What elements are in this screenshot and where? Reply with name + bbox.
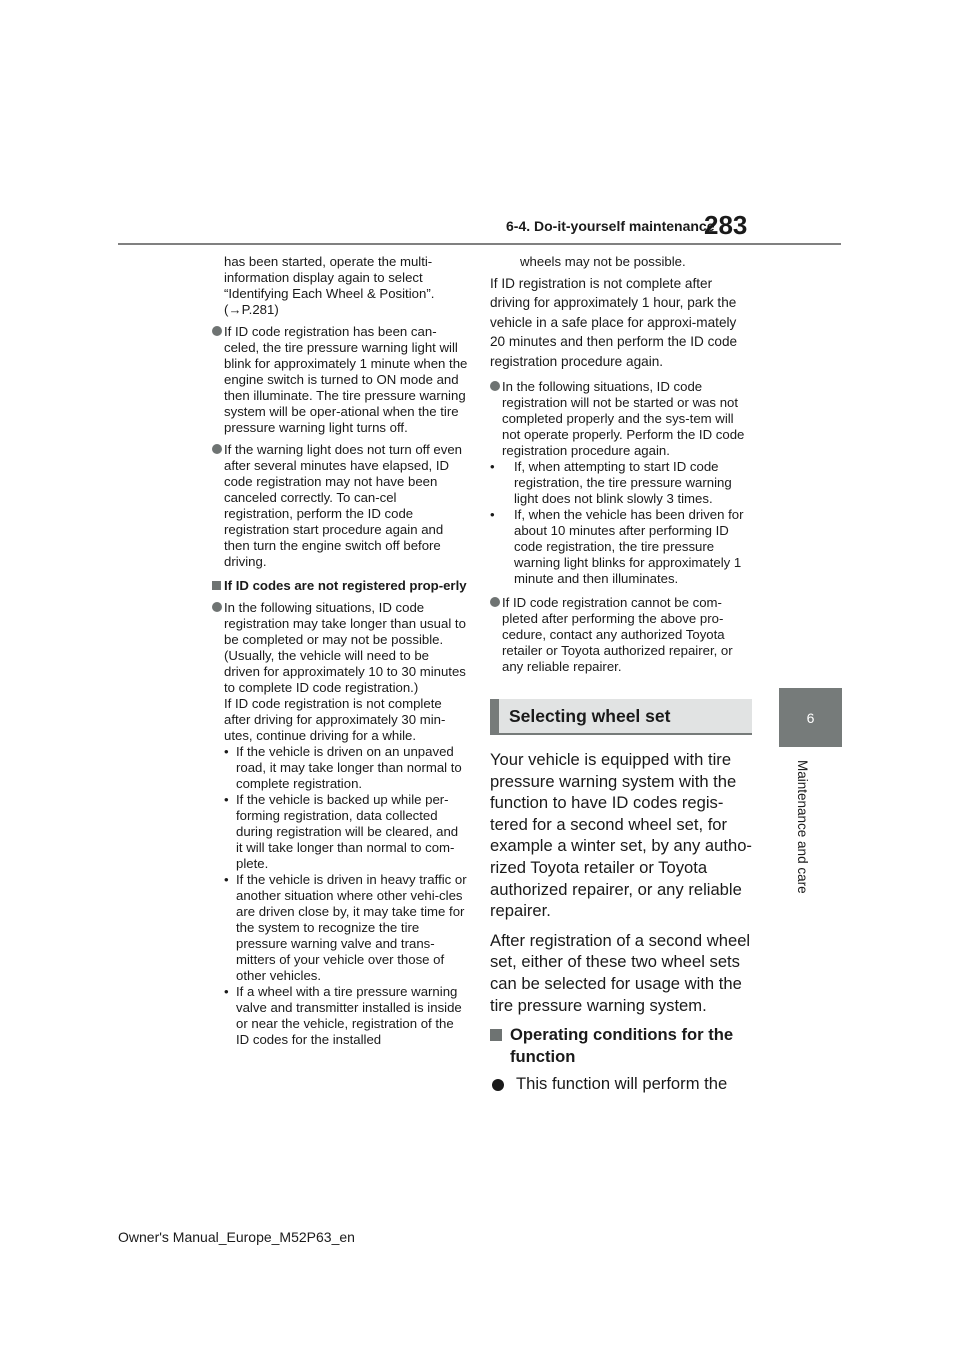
header-rule (118, 243, 841, 245)
section-heading: Selecting wheel set (490, 699, 752, 735)
sub-list-item: • If the vehicle is driven on an unpaved road, it may take longer than normal to complete registration. (224, 744, 462, 791)
square-bullet-icon (212, 581, 221, 590)
bullet-icon (212, 602, 222, 612)
footer-text: Owner's Manual_Europe_M52P63_en (118, 1229, 355, 1245)
bullet-icon (490, 597, 500, 607)
chapter-tab[interactable] (779, 688, 842, 747)
chapter-number: 6 (806, 709, 815, 726)
list-item: This function will perform the (490, 1073, 752, 1095)
list-item: In the following situations, ID code registration may take longer than usual to be completed or may not be possible. (Usually, the vehicle will need to be driven for approximately 10 to 30 minutes to complete ID code registration.) If ID code registration is not complete after driving for approximately 30 min-utes, continue driving for a while. (212, 600, 468, 744)
section-title: 6-4. Do-it-yourself maintenance (506, 218, 715, 234)
sub-list-continued: wheels may not be possible. (520, 254, 686, 269)
list-item: If the warning light does not turn off even after several minutes have elapsed, ID code registration may not have been canceled correctly. To can-cel registration, perform the ID code registration start procedure again and then turn the engine switch off before driving. (212, 442, 468, 570)
right-column (490, 254, 752, 1095)
chapter-title: Maintenance and care (795, 760, 810, 894)
sub-list-item: • If the vehicle is driven in heavy traffic or another situation where other vehi-cles are driven close by, it may take time for the system to recognize the tire pressure warning valve and trans-mitters of your vehicle over those of other vehicles. (224, 872, 467, 983)
sub-list-item: • If, when attempting to start ID code registration, the tire pressure warning light does not blink slowly 3 times. (490, 459, 732, 507)
continued-paragraph: has been started, operate the multi-information display again to select “Identifying Each Wheel & Position”. (→P.281) (224, 254, 435, 317)
sub-list-item: • If a wheel with a tire pressure warning valve and transmitter installed is inside or near the vehicle, registration of the ID codes for the installed (224, 984, 462, 1047)
bullet-icon (212, 326, 222, 336)
square-bullet-icon (490, 1029, 502, 1041)
subheading: Operating conditions for the function (490, 1024, 752, 1067)
sub-list-item: • If the vehicle is backed up while per-forming registration, data collected during registration will be cleared, and it will take longer than normal to com-plete. (224, 792, 459, 871)
paragraph: Your vehicle is equipped with tire pressure warning system with the function to have ID codes regis-tered for a second wheel set, for example a winter set, by any autho-rized Toyota retailer or Toyota authorized repairer, or any reliable repairer. (490, 750, 752, 921)
bullet-icon (492, 1079, 504, 1091)
paragraph: If ID registration is not complete after driving for approximately 1 hour, park the vehicle in a safe place for approxi-mately 20 minutes and then perform the ID code registration procedure again. (490, 276, 738, 369)
list-item: In the following situations, ID code registration will not be started or was not completed properly and the sys-tem will not operate properly. Perform the ID code registration procedure again. (490, 379, 752, 459)
page-number: 283 (704, 210, 748, 240)
left-column (212, 254, 468, 1048)
subheading: If ID codes are not registered prop-erly (212, 578, 468, 594)
bullet-icon (212, 444, 222, 454)
list-item: If ID code registration has been can-celed, the tire pressure warning light will blink for approximately 1 minute when the engine switch is turned to ON mode and then illuminate. The tire pressure warning system will be oper-ational when the tire pressure warning light turns off. (212, 324, 468, 436)
list-item: If ID code registration cannot be com-pleted after performing the above pro-cedure, contact any authorized Toyota retailer or Toyota authorized repairer, or any reliable repairer. (490, 595, 752, 675)
paragraph: After registration of a second wheel set, either of these two wheel sets can be selected for usage with the tire pressure warning system. (490, 930, 751, 1015)
sub-list-item: • If, when the vehicle has been driven for about 10 minutes after performing ID code registration, the tire pressure warning light blinks for approximately 1 minute and then illuminates. (490, 507, 744, 587)
bullet-icon (490, 381, 500, 391)
